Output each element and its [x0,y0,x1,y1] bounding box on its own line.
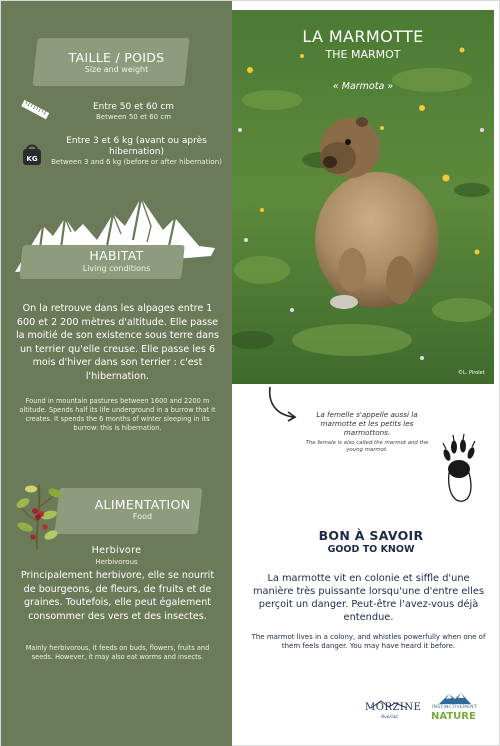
diet-fr: Herbivore [91,545,142,556]
kettlebell-weight-icon [21,142,43,166]
left-column [1,1,232,746]
nature-main-text: NATURE [431,711,476,722]
morzine-logo [361,694,422,724]
nature-top-text: INSTINCTIVEMENT [432,705,477,710]
length-en-text: Between 50 et 60 cm [95,113,172,121]
weight-icon-label: KG [26,155,38,163]
title-en: THE MARMOT [325,48,401,61]
weight-en-text: Between 3 and 6 kg (before or after hibernation) [51,158,222,166]
instinctivement-nature-logo [429,690,481,730]
taille-title: TAILLE / POIDS [68,50,165,65]
bon-a-savoir-text-fr: La marmotte vit en colonie et siffle d'une manière très puissante lorsqu'une d'entre elles perçoit un danger. Peut-être l'avez-vous déjà entendue. [253,573,484,623]
fact-text-fr: La femelle s'appelle aussi la marmotte et les petits les marmottons. [316,410,418,437]
fact-text-en: The female is also called the marmot and the young marmot. [305,440,429,453]
habitat-subtitle: Living conditions [82,264,151,273]
length-fr-text: Entre 50 et 60 cm [92,102,175,112]
habitat-text-en: Found in mountain pastures between 1600 and 2200 m altitude. Spends half its life underground in a burrow that it creates. It spends the 6 months of winter sleeping in its burrow: this is hibernation. [19,397,216,432]
habitat-text-fr: On la retrouve dans les alpages entre 1 600 et 2 200 mètres d'altitude. Elle passe la moitié de son existence sous terre dans un terrier qu'elle creuse. Elle passe les 6 mois d'hiver dans son terrier : c'est l'hibernation. [15,303,220,382]
curved-arrow-icon [266,385,300,423]
alimentation-subtitle: Food [132,512,153,521]
photo-credit: ©L. Pirolet [458,370,485,376]
latin-name: « Marmota » [332,81,394,92]
marmot-photo [232,10,494,384]
bon-a-savoir-title: BON À SAVOIR [318,528,424,543]
taille-subtitle: Size and weight [84,65,149,74]
good-to-know-title: GOOD TO KNOW [327,544,415,555]
bon-a-savoir-text-en: The marmot lives in a colony, and whistles powerfully when one of them feels danger. You may have heard it before. [251,633,486,650]
paw-print-icon [441,433,479,505]
length-fr [41,102,226,121]
diet-en: Herbivorous [95,558,138,566]
title-fr: LA MARMOTTE [302,27,424,46]
weight-fr-text: Entre 3 et 6 kg (avant ou après hibernation) [66,136,207,157]
alimentation-text-en: Mainly herbivorous, it feeds on buds, flowers, fruits and seeds. However, it may also eat worms and insects. [25,644,210,661]
weight-block [49,136,224,166]
nature-mountain-mark [429,691,481,705]
alimentation-title: ALIMENTATION [94,497,191,512]
alimentation-text-fr: Principalement herbivore, elle se nourrit de bourgeons, de fleurs, de fruits et de graines. Toutefois, elle peut également consommer des vers et des insectes. [20,570,215,622]
habitat-title: HABITAT [89,248,144,263]
morzine-text: MORZINE [365,702,422,713]
morzine-subtext: Avoriaz [381,715,398,720]
